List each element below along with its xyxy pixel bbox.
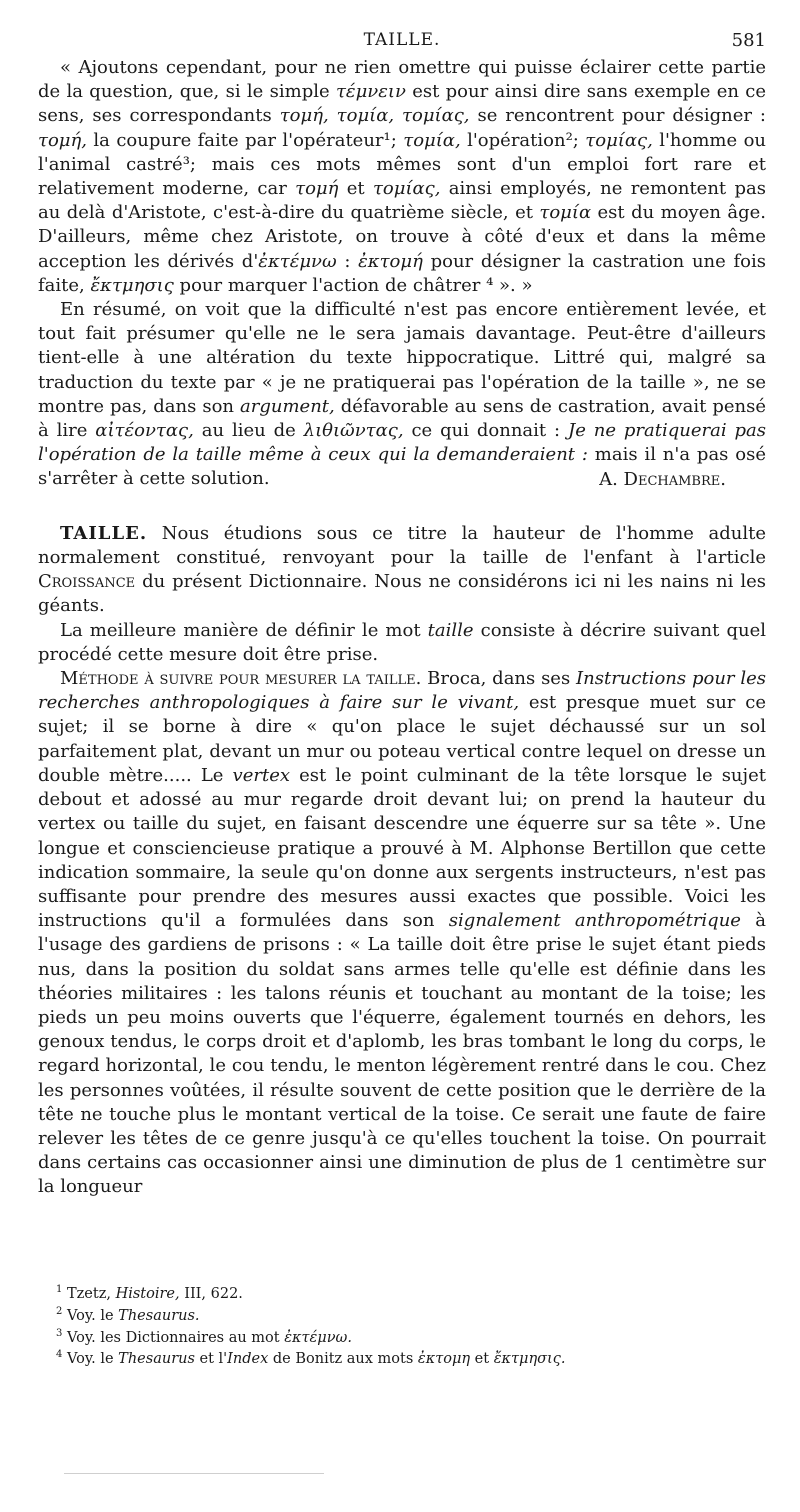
article-intro-paragraph: TAILLE. Nous étudions sous ce titre la hauteur de l'homme adulte normalement constitué, renvoyant pour la taille de l'enfant à l'article Croissance du présent Dictionnaire. Nous ne considérons ici ni les nains ni les géants.	[38, 522, 766, 617]
article-heading: TAILLE.	[60, 522, 148, 544]
running-title: TAILLE.	[363, 30, 441, 50]
quote-paragraph: « Ajoutons cependant, pour ne rien omettre qui puisse éclairer cette partie de la question, que, si le simple τέμνειν est pour ainsi dire sans exemple en ce sens, ses correspondants τομή, τομία, τομίας, se rencontrent pour désigner : τομή, la coupure faite par l'opérateur¹; τομία, l'opération²; τομίας, l'homme ou l'animal castré³; mais ces mots mêmes sont d'un emploi fort rare et relativement moderne, car τομή et τομίας, ainsi employés, ne remontent pas au delà d'Aristote, c'est-à-dire du quatrième siècle, et τομία est du moyen âge. D'ailleurs, même chez Aristote, on trouve à côté d'eux et dans la même acception les dérivés d'ἐκτέμνω : ἐκτομή pour désigner la castration une fois faite, ἔκτμησις pour marquer l'action de châtrer ⁴ ». »	[38, 57, 766, 296]
cross-reference: Croissance	[38, 571, 136, 593]
footnotes	[56, 1281, 756, 1368]
method-paragraph: Méthode à suivre pour mesurer la taille. Broca, dans ses Instructions pour les recherches anthropologiques à faire sur le vivant, est presque muet sur ce sujet; il se borne à dire « qu'on place le sujet déchaussé sur un sol parfaitement plat, devant un mur ou poteau vertical contre lequel on dresse un double mètre..... Le vertex est le point culminant de la tête lorsque le sujet debout et adossé au mur regarde droit devant lui; on prend la hauteur du vertex ou taille du sujet, en faisant descendre une équerre sur sa tête ». Une longue et consciencieuse pratique a prouvé à M. Alphonse Bertillon que cette indication sommaire, la seule qu'on donne aux sergents instructeurs, n'est pas suffisante pour prendre des mesures aussi exactes que possible. Voici les instructions qu'il a formulées dans son signalement anthropométrique à l'usage des gardiens de prisons : « La taille doit être prise le sujet étant pieds nus, dans la position du soldat sans armes telle qu'elle est définie dans les théories militaires : les talons réunis et touchant au montant de la toise; les pieds un peu moins ouverts que l'équerre, également tournés en dehors, les genoux tendus, le corps droit et d'aplomb, les bras tombant le long du corps, le regard horizontal, le cou tendu, le menton légèrement rentré dans le cou. Chez les personnes voûtées, il résulte souvent de cette position que le derrière de la tête ne touche plus le montant vertical de la toise. Ce serait une faute de faire relever les têtes de ce genre jusqu'à ce qu'elles touchent la toise. On pourrait dans certains cas occasionner ainsi une diminution de plus de 1 centimètre sur la longueur	[38, 668, 767, 1198]
page	[38, 30, 766, 1200]
page-header	[38, 30, 766, 56]
definition-paragraph: La meilleure manière de définir le mot taille consiste à décrire suivant quel procédé cette mesure doit être prise.	[38, 619, 766, 665]
page-number: 581	[731, 30, 766, 51]
footnote: $^1$ Tzetz, Histoire, III, 622.	[56, 1284, 243, 1302]
footnote: $^3$ Voy. les Dictionnaires au mot ἐκτέμνω.	[56, 1327, 352, 1346]
author-signature: A. Dechambre.	[599, 468, 726, 490]
method-subheading: Méthode à suivre pour mesurer la taille.	[60, 668, 422, 690]
footnote: $^4$ Voy. le Thesaurus et l'Index de Bonitz aux mots ἐκτομη et ἔκτμησις.	[56, 1349, 566, 1368]
bleed-through-line	[64, 1473, 324, 1474]
summary-paragraph: En résumé, on voit que la difficulté n'est pas encore entièrement levée, et tout fait présumer qu'elle ne le sera jamais davantage. Peut-être d'ailleurs tient-elle à une altération du texte hippocratique. Littré qui, malgré sa traduction du texte par « je ne pratiquerai pas l'opération de la taille », ne se montre pas, dans son argument, défavorable au sens de castration, avait pensé à lire αἰτέοντας, au lieu de λιθιῶντας, ce qui donnait : Je ne pratiquerai pas l'opération de la taille même à ceux qui la demanderaient : mais il n'a pas osé s'arrêter à cette solution.	[38, 299, 766, 490]
footnote: $^2$ Voy. le Thesaurus.	[56, 1305, 200, 1324]
